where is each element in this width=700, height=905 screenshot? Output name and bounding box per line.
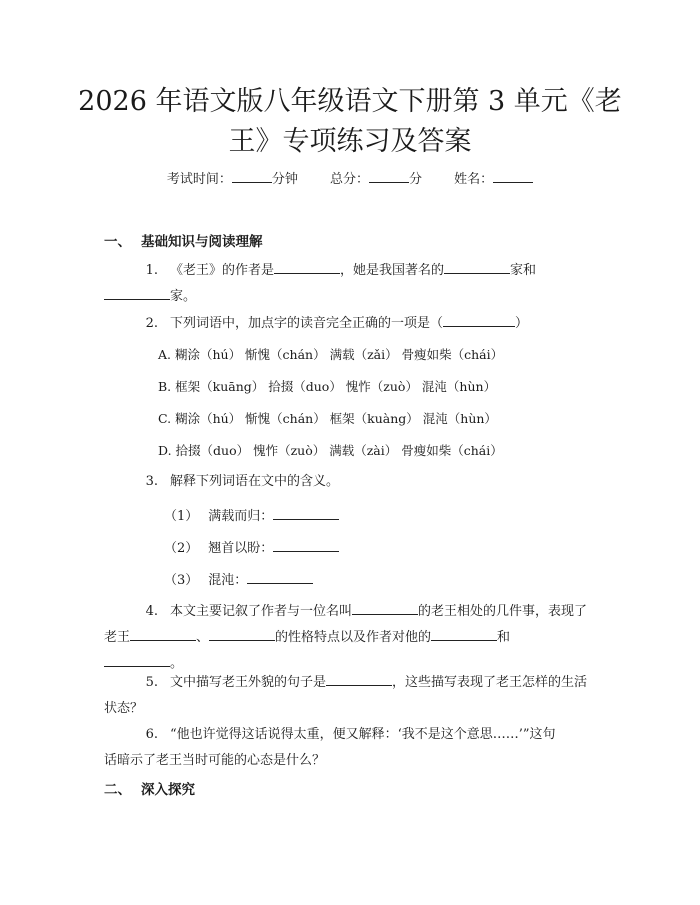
question-2: 2. 下列词语中，加点字的读音完全正确的一项是（ ）	[104, 311, 604, 337]
exam-meta	[0, 168, 700, 189]
question-5: 5. 文中描写老王外貌的句子是 ，这些描写表现了老王怎样的生活 状态？	[104, 670, 604, 722]
title-line-2: 王》专项练习及答案	[228, 126, 472, 157]
option-d: D. 拾掇（duo） 愧怍（zuò） 满载（zài） 骨瘦如柴（chái）	[158, 443, 503, 458]
section-heading-2: 二、 深入探究	[104, 782, 195, 798]
blank	[431, 626, 497, 641]
score-blank	[369, 168, 409, 183]
title-line-1: 2026 年语文版八年级语文下册第 3 单元《老	[78, 86, 622, 117]
blank	[326, 671, 392, 686]
blank	[104, 652, 170, 667]
question-1: 1. 《老王》的作者是 ，她是我国著名的 家和 家。	[104, 258, 604, 310]
blank	[444, 259, 510, 274]
blank	[273, 505, 339, 520]
blank	[247, 569, 313, 584]
sub-item-3: （3） 混沌：	[164, 569, 313, 591]
exam-name: 姓名：	[454, 172, 533, 187]
question-3: 3. 解释下列词语在文中的含义。	[145, 474, 340, 489]
page-title	[60, 82, 640, 162]
section-heading-1: 一、 基础知识与阅读理解	[104, 234, 263, 250]
sub-item-2: （2） 翘首以盼：	[164, 537, 339, 559]
exam-score: 总分： 分	[330, 172, 422, 187]
blank	[130, 626, 196, 641]
blank	[104, 285, 170, 300]
blank	[209, 626, 275, 641]
sub-item-1: （1） 满载而归：	[164, 505, 339, 527]
name-blank	[493, 168, 533, 183]
blank	[273, 537, 339, 552]
option-a: A. 糊涂（hú） 惭愧（chán） 满载（zǎi） 骨瘦如柴（chái）	[158, 347, 504, 362]
question-6: 6. “他也许觉得这话说得太重，便又解释：‘我不是这个意思……’”这句 话暗示了老王当时可能的心态是什么？	[104, 727, 556, 768]
time-blank	[232, 168, 272, 183]
answer-blank	[443, 312, 515, 327]
exam-time: 考试时间： 分钟	[167, 172, 298, 187]
blank	[352, 600, 418, 615]
option-b: B. 框架（kuāng） 拾掇（duo） 愧怍（zuò） 混沌（hùn）	[158, 379, 497, 394]
question-4: 4. 本文主要记叙了作者与一位名叫 的老王相处的几件事，表现了 老王 、 的性格特点以及作者对他的 和 。	[104, 599, 604, 677]
option-c: C. 糊涂（hú） 惭愧（chán） 框架（kuàng） 混沌（hùn）	[158, 411, 497, 426]
blank	[274, 259, 340, 274]
